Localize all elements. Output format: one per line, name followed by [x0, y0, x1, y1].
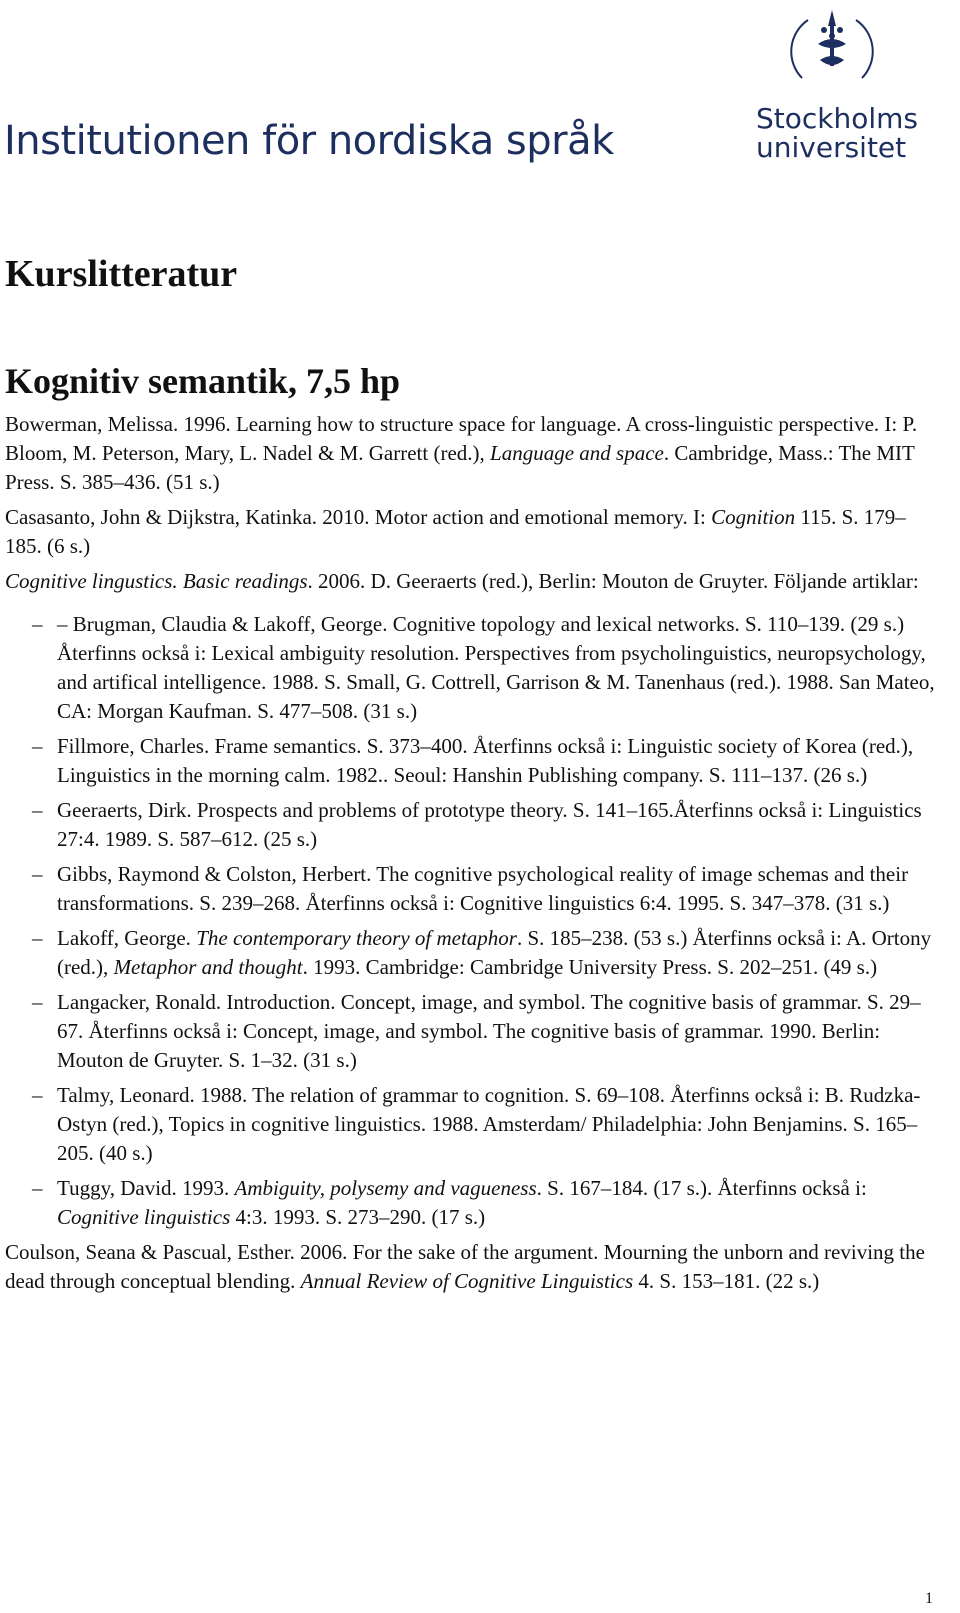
university-name-line2: universitet — [756, 131, 907, 164]
reference-entry: Casasanto, John & Dijkstra, Katinka. 2010. Motor action and emotional memory. I: Cognition 115. S. 179–185. (6 s.) — [5, 505, 906, 558]
list-item: – – Brugman, Claudia & Lakoff, George. Cognitive topology and lexical networks. S. 110–139. (29 s.) Återfinns också i: Lexical ambiguity resolution. Perspectives from psycholinguistics, neuropsychology, and artifical intelligence. 1988. S. Small, G. Cottrell, Garrison & M. Tanenhaus (red.). 1988. San Mateo, CA: Morgan Kaufman. S. 477–508. (31 s.) — [32, 612, 935, 723]
page-title: Kurslitteratur — [5, 253, 238, 295]
department-name: Institutionen för nordiska språk — [4, 118, 614, 164]
page-header — [0, 0, 960, 200]
list-item: – Lakoff, George. The contemporary theory of metaphor. S. 185–238. (53 s.) Återfinns också i: A. Ortony (red.), Metaphor and thought. 1993. Cambridge: Cambridge University Press. S. 202–251. (49 s.) — [32, 926, 932, 979]
reading-list — [5, 410, 940, 1302]
university-logo — [748, 0, 948, 175]
page-number: 1 — [925, 1590, 933, 1607]
reference-entry: Bowerman, Melissa. 1996. Learning how to structure space for language. A cross-linguistic perspective. I: P. Bloom, M. Peterson, Mary, L. Nadel & M. Garrett (red.), Language and space. Cambridge, Mass.: The MIT Press. S. 385–436. (51 s.) — [5, 412, 918, 494]
list-item: – Talmy, Leonard. 1988. The relation of grammar to cognition. S. 69–108. Återfinns också i: B. Rudzka-Ostyn (red.), Topics in cognitive linguistics. 1988. Amsterdam/ Philadelphia: John Benjamins. S. 165–205. (40 s.) — [32, 1083, 921, 1165]
article-list — [5, 610, 940, 1232]
university-name-line1: Stockholms — [756, 102, 919, 135]
list-item: – Tuggy, David. 1993. Ambiguity, polysemy and vagueness. S. 167–184. (17 s.). Återfinns också i: Cognitive linguistics 4:3. 1993. S. 273–290. (17 s.) — [32, 1176, 867, 1229]
university-name — [756, 104, 918, 162]
reference-entry: Coulson, Seana & Pascual, Esther. 2006. For the sake of the argument. Mourning the unborn and reviving the dead through conceptual blending. Annual Review of Cognitive Linguistics 4. S. 153–181. (22 s.) — [5, 1240, 925, 1293]
list-item: – Gibbs, Raymond & Colston, Herbert. The cognitive psychological reality of image schemas and their transformations. S. 239–268. Återfinns också i: Cognitive linguistics 6:4. 1995. S. 347–378. (31 s.) — [32, 862, 909, 915]
list-item: – Geeraerts, Dirk. Prospects and problems of prototype theory. S. 141–165.Återfinns också i: Linguistics 27:4. 1989. S. 587–612. (25 s.) — [32, 798, 922, 851]
list-item: – Fillmore, Charles. Frame semantics. S. 373–400. Återfinns också i: Linguistic society of Korea (red.), Linguistics in the morning calm. 1982.. Seoul: Hanshin Publishing company. S. 111–137. (26 s.) — [32, 734, 914, 787]
course-heading: Kognitiv semantik, 7,5 hp — [5, 361, 401, 401]
reference-entry: Cognitive lingustics. Basic readings. 2006. D. Geeraerts (red.), Berlin: Mouton de Gruyter. Följande artiklar: — [5, 569, 919, 593]
list-item: – Langacker, Ronald. Introduction. Concept, image, and symbol. The cognitive basis of grammar. S. 29–67. Återfinns också i: Concept, image, and symbol. The cognitive basis of grammar. 1990. Berlin: Mouton de Gruyter. S. 1–32. (31 s.) — [32, 990, 921, 1072]
university-seal-icon — [788, 0, 876, 88]
